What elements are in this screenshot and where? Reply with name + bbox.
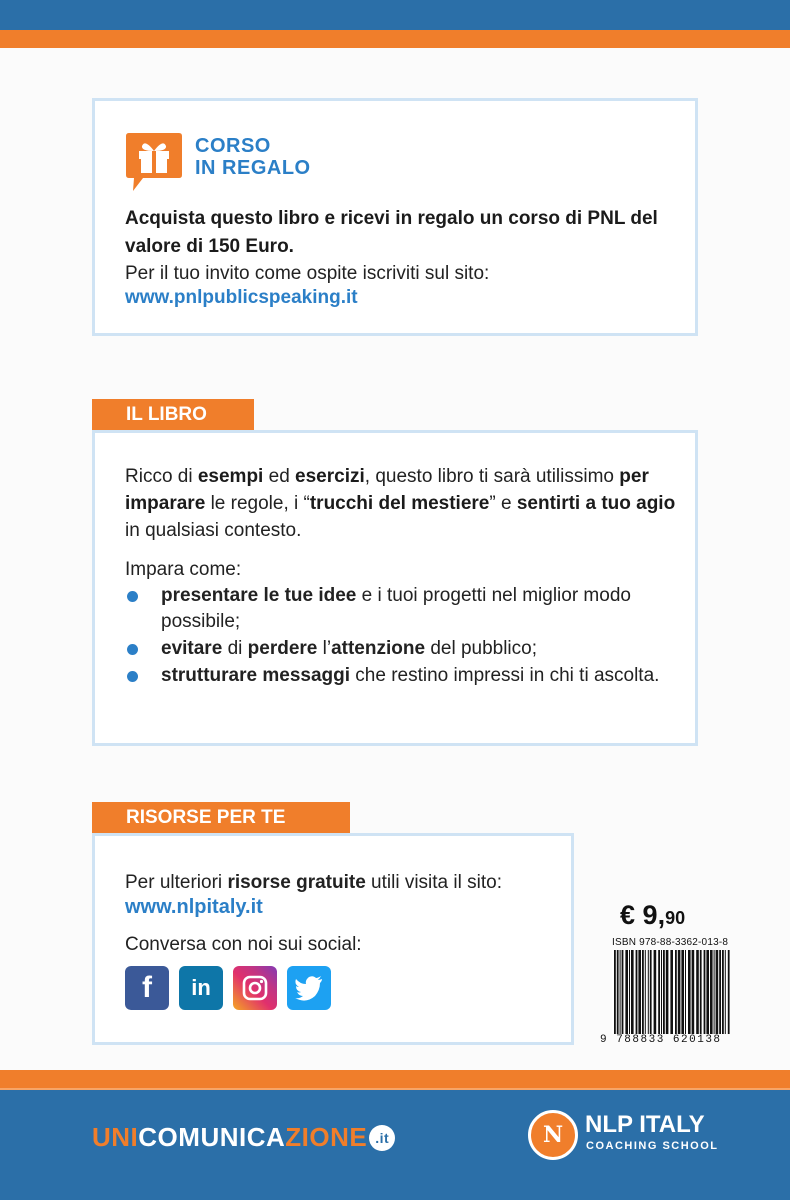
book-intro-paragraph: Ricco di esempi ed esercizi, questo libro ti sarà utilissimo per imparare le regole, i “trucchi del mestiere” e sentirti a tuo agio in qualsiasi contesto.	[125, 466, 676, 541]
nlp-italy-logo-icon: N	[528, 1110, 578, 1160]
footer-divider	[0, 1088, 790, 1090]
gift-course-box	[92, 98, 698, 336]
nlp-italy-title: NLP ITALY	[585, 1111, 705, 1138]
gift-title-line2: IN REGALO	[195, 157, 311, 179]
section-tab-risorse: RISORSE PER TE	[92, 802, 350, 834]
footer-orange-strip	[0, 1070, 790, 1088]
twitter-icon[interactable]	[287, 966, 331, 1010]
gift-url-link[interactable]: www.pnlpublicspeaking.it	[125, 287, 358, 308]
book-description-box	[92, 430, 698, 746]
unicomunicazione-logo: UNICOMUNICAZIONE .it	[92, 1122, 395, 1152]
facebook-icon[interactable]: f	[125, 966, 169, 1010]
gift-offer-text: Acquista questo libro e ricevi in regalo un corso di PNL del valore di 150 Euro.	[125, 208, 658, 257]
section-tab-libro: IL LIBRO	[92, 399, 254, 431]
linkedin-icon[interactable]: in	[179, 966, 223, 1010]
bullet-dot-icon	[127, 591, 138, 602]
gift-title-line1: CORSO	[195, 135, 271, 157]
list-item: presentare le tue idee e i tuoi progetti nel miglior modo possibile;	[125, 583, 681, 635]
resources-text: Per ulteriori risorse gratuite utili visita il sito:	[125, 872, 502, 893]
nlp-italy-subtitle: COACHING SCHOOL	[586, 1140, 719, 1152]
learn-how-label: Impara come:	[125, 559, 242, 580]
gift-invite-text: Per il tuo invito come ospite iscriviti sul sito:	[125, 263, 490, 284]
list-item: evitare di perdere l’attenzione del pubblico;	[125, 636, 681, 662]
bullet-dot-icon	[127, 671, 138, 682]
isbn-text: ISBN 978-88-3362-013-8	[612, 937, 729, 948]
social-icons	[125, 966, 331, 1010]
bullet-dot-icon	[127, 644, 138, 655]
barcode-digits: 9 788833 620138	[600, 1034, 722, 1046]
price: € 9,90	[620, 900, 686, 930]
top-blue-strip	[0, 0, 790, 30]
learn-list	[125, 583, 681, 690]
resources-url-link[interactable]: www.nlpitaly.it	[125, 896, 263, 918]
barcode	[612, 950, 730, 1034]
instagram-icon[interactable]	[233, 966, 277, 1010]
gift-title	[195, 135, 311, 179]
list-item: strutturare messaggi che restino impressi in chi ti ascolta.	[125, 663, 681, 689]
gift-icon	[125, 131, 183, 193]
social-label: Conversa con noi sui social:	[125, 934, 362, 955]
resources-box	[92, 833, 574, 1045]
top-color-band	[0, 0, 790, 48]
footer-band	[0, 1070, 790, 1200]
